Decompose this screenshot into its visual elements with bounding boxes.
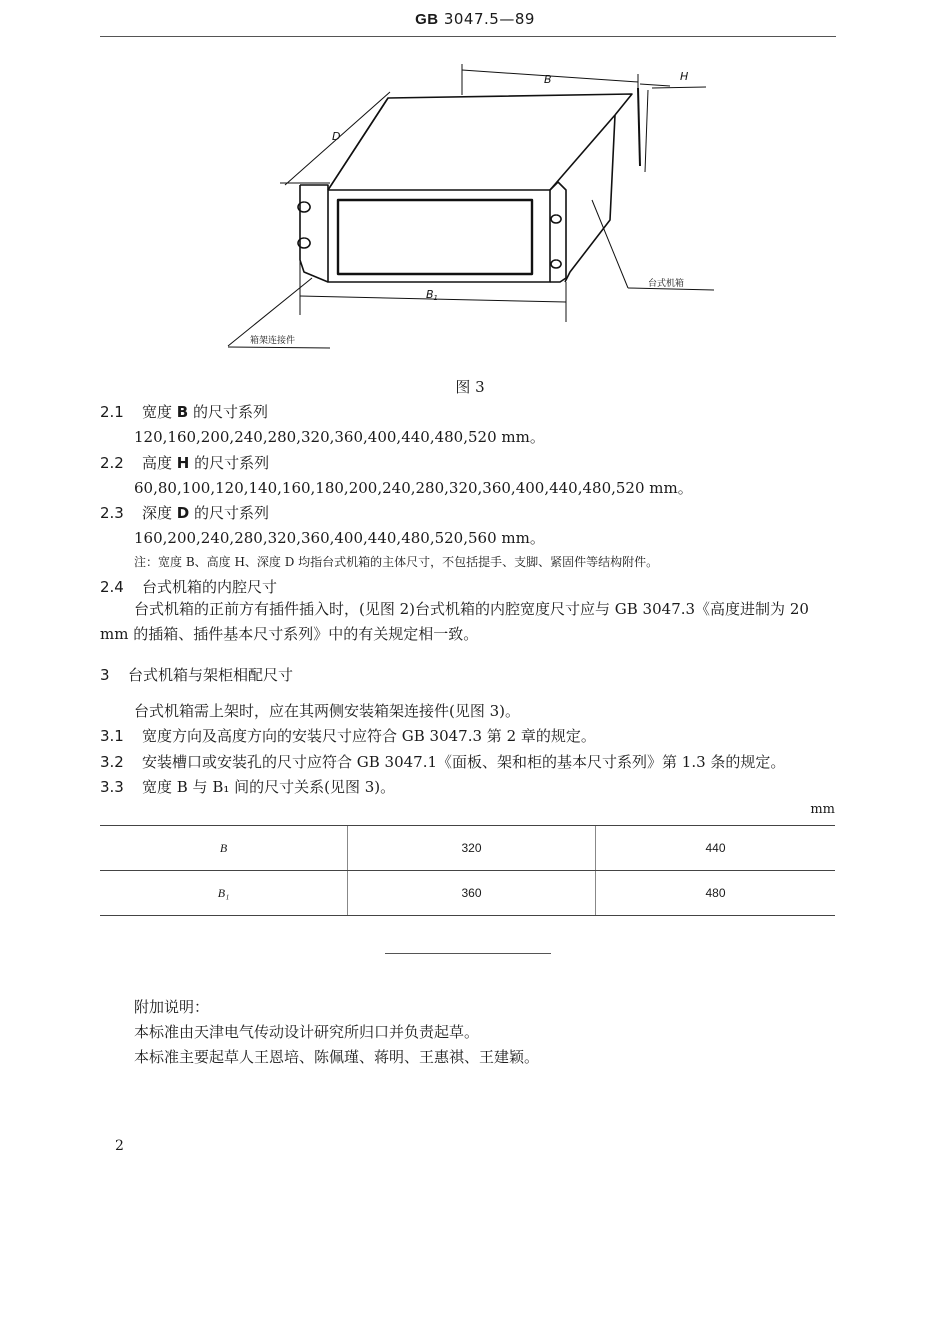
section-2-2-title: 2.2 高度 H 的尺寸系列 [100,454,270,472]
front-window [338,200,532,274]
appendix-title: 附加说明： [134,998,210,1016]
section-2-1-title: 2.1 宽度 B 的尺寸系列 [100,403,268,421]
cabinet-side [565,115,615,282]
section-2-1-values: 120,160,200,240,280,320,360,400,440,480,520 mm。 [134,428,545,446]
section-2-4-paragraph: 台式机箱的正前方有插件插入时，(见图 2)台式机箱的内腔宽度尺寸应与 GB 3047.3《高度进制为 20 mm 的插箱、插件基本尺寸系列》中的有关规定相一致。 [100,600,809,643]
header-number: 3047.5—89 [443,10,535,28]
section-number: 3 [100,666,110,684]
left-bracket [300,185,328,282]
connector-label: 箱架连接件 [250,336,296,346]
cabinet-label: 台式机箱 [648,279,685,289]
section-number: 3.2 [100,753,124,771]
figure-caption: 图 3 [455,378,485,396]
page-header [0,10,950,28]
section-3-1: 3.1 宽度方向及高度方向的安装尺寸应符合 GB 3047.3 第 2 章的规定。 [100,727,596,745]
table-cell: 440 [596,826,836,871]
table-cell: B₁ [100,871,348,916]
dim-d-label: D [332,130,341,143]
section-2-2-values: 60,80,100,120,140,160,180,200,240,280,320,360,400,440,480,520 mm。 [134,479,693,497]
table-cell: 320 [348,826,596,871]
dim-b1-sub: 1 [433,294,439,302]
dim-h-label: H [680,70,689,83]
section-3-title: 3 台式机箱与架柜相配尺寸 [100,666,294,684]
end-rule [385,953,551,954]
page-number: 2 [115,1138,124,1154]
table-unit: mm [810,802,835,817]
section-number: 3.1 [100,727,124,745]
section-3-3: 3.3 宽度 B 与 B₁ 间的尺寸关系(见图 3)。 [100,778,396,796]
figure-3-drawing [220,60,740,360]
section-2-3-values: 160,200,240,280,320,360,400,440,480,520,560 mm。 [134,529,545,547]
section-number: 2.3 [100,504,124,522]
section-2-4-title: 2.4 台式机箱的内腔尺寸 [100,578,278,596]
table-cell: 360 [348,871,596,916]
table-cell: 480 [596,871,836,916]
header-std: GB [415,11,439,28]
dim-b1-main: B [426,288,434,301]
section-number: 2.4 [100,578,124,596]
var-h: H [176,454,190,472]
var-b: B [176,403,189,421]
cabinet-front [328,190,550,282]
section-2-3-title: 2.3 深度 D 的尺寸系列 [100,504,270,522]
cabinet-top-edge [328,94,632,190]
dimension-note: 注：宽度 B、高度 H、深度 D 均指台式机箱的主体尺寸，不包括提手、支脚、紧固件等结构附件。 [134,555,659,569]
appendix-line: 本标准由天津电气传动设计研究所归口并负责起草。 [134,1023,480,1041]
section-number: 2.1 [100,403,124,421]
section-number: 2.2 [100,454,124,472]
table-cell: B [100,826,348,871]
dimension-table [100,825,835,916]
section-3-intro: 台式机箱需上架时，应在其两侧安装箱架连接件(见图 3)。 [134,702,521,720]
section-number: 3.3 [100,778,124,796]
table-row [100,826,835,871]
table-row [100,871,835,916]
var-d: D [176,504,190,522]
header-rule [100,36,836,37]
appendix-line: 本标准主要起草人王恩培、陈佩瑾、蒋明、王惠祺、王建颖。 [134,1048,540,1066]
dim-b1-label [426,288,438,302]
section-3-2: 3.2 安装槽口或安装孔的尺寸应符合 GB 3047.1《面板、架和柜的基本尺寸系列》第 1.3 条的规定。 [100,753,786,771]
dim-b-label: B [544,73,552,86]
